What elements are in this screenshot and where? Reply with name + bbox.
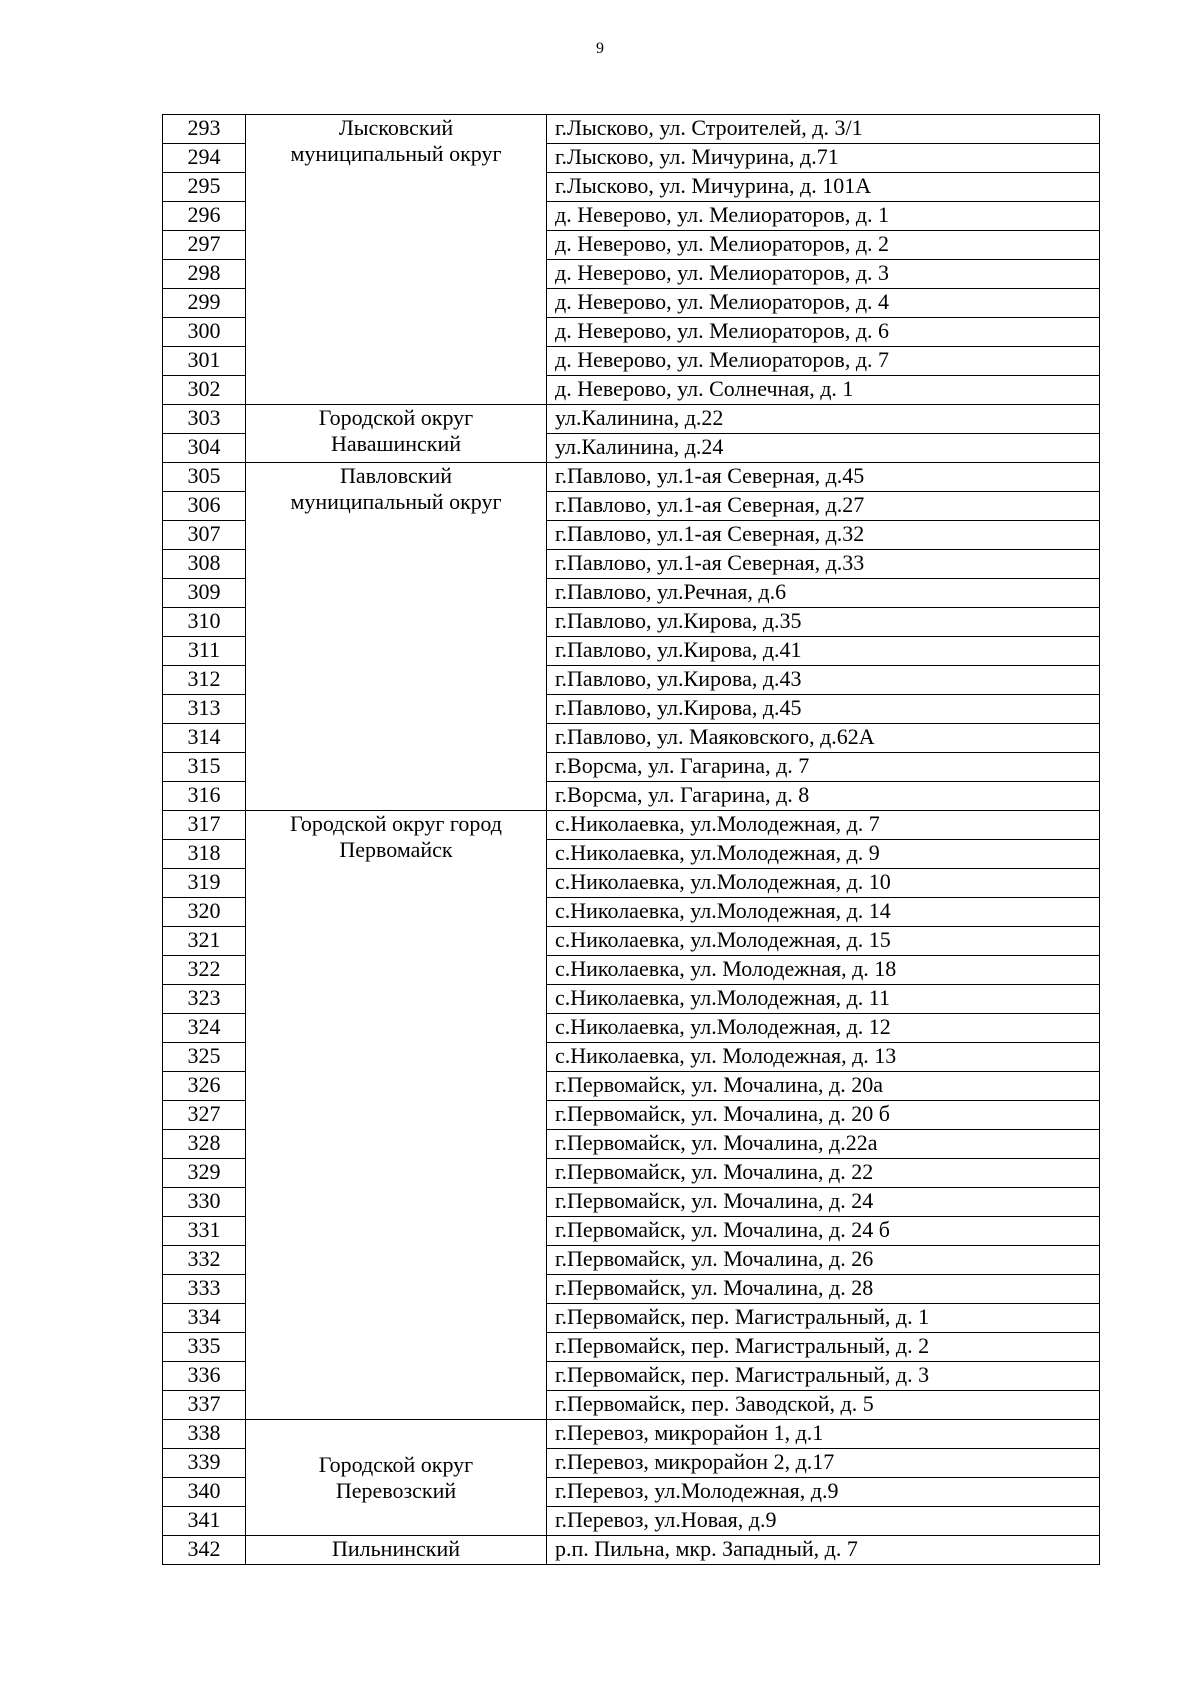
row-number: 310 <box>163 608 246 637</box>
address-table <box>162 114 1100 1565</box>
address-cell: г.Первомайск, ул. Мочалина, д. 20а <box>547 1072 1100 1101</box>
row-number: 330 <box>163 1188 246 1217</box>
table-row <box>163 463 1100 492</box>
address-cell: г.Лысково, ул. Строителей, д. 3/1 <box>547 115 1100 144</box>
address-cell: г.Павлово, ул.Кирова, д.41 <box>547 637 1100 666</box>
page-number: 9 <box>596 40 604 57</box>
row-number: 300 <box>163 318 246 347</box>
row-number: 306 <box>163 492 246 521</box>
address-cell: г.Перевоз, ул.Новая, д.9 <box>547 1507 1100 1536</box>
row-number: 303 <box>163 405 246 434</box>
row-number: 309 <box>163 579 246 608</box>
row-number: 331 <box>163 1217 246 1246</box>
address-cell: д. Неверово, ул. Мелиораторов, д. 3 <box>547 260 1100 289</box>
address-cell: г.Первомайск, ул. Мочалина, д. 24 б <box>547 1217 1100 1246</box>
row-number: 324 <box>163 1014 246 1043</box>
address-cell: г.Павлово, ул.1-ая Северная, д.27 <box>547 492 1100 521</box>
address-cell: с.Николаевка, ул.Молодежная, д. 9 <box>547 840 1100 869</box>
address-cell: г.Павлово, ул.1-ая Северная, д.45 <box>547 463 1100 492</box>
address-cell: д. Неверово, ул. Мелиораторов, д. 7 <box>547 347 1100 376</box>
address-table-body <box>163 115 1100 1565</box>
row-number: 323 <box>163 985 246 1014</box>
row-number: 320 <box>163 898 246 927</box>
address-cell: с.Николаевка, ул. Молодежная, д. 18 <box>547 956 1100 985</box>
row-number: 307 <box>163 521 246 550</box>
address-cell: г.Павлово, ул.Речная, д.6 <box>547 579 1100 608</box>
address-cell: г.Лысково, ул. Мичурина, д. 101А <box>547 173 1100 202</box>
address-cell: с.Николаевка, ул.Молодежная, д. 10 <box>547 869 1100 898</box>
row-number: 299 <box>163 289 246 318</box>
row-number: 333 <box>163 1275 246 1304</box>
address-cell: г.Первомайск, ул. Мочалина, д. 24 <box>547 1188 1100 1217</box>
row-number: 340 <box>163 1478 246 1507</box>
district-name-line: Городской округ <box>318 405 474 430</box>
row-number: 322 <box>163 956 246 985</box>
address-cell: с.Николаевка, ул.Молодежная, д. 12 <box>547 1014 1100 1043</box>
row-number: 298 <box>163 260 246 289</box>
row-number: 311 <box>163 637 246 666</box>
address-cell: г.Павлово, ул.Кирова, д.45 <box>547 695 1100 724</box>
row-number: 338 <box>163 1420 246 1449</box>
row-number: 313 <box>163 695 246 724</box>
district-cell <box>246 811 547 1420</box>
address-cell: д. Неверово, ул. Мелиораторов, д. 1 <box>547 202 1100 231</box>
row-number: 337 <box>163 1391 246 1420</box>
table-row <box>163 405 1100 434</box>
address-cell: г.Ворсма, ул. Гагарина, д. 8 <box>547 782 1100 811</box>
row-number: 329 <box>163 1159 246 1188</box>
row-number: 336 <box>163 1362 246 1391</box>
row-number: 342 <box>163 1536 246 1565</box>
row-number: 327 <box>163 1101 246 1130</box>
row-number: 315 <box>163 753 246 782</box>
address-cell: с.Николаевка, ул.Молодежная, д. 11 <box>547 985 1100 1014</box>
address-cell: д. Неверово, ул. Мелиораторов, д. 2 <box>547 231 1100 260</box>
district-name-line: муниципальный округ <box>290 489 502 514</box>
address-cell: г.Павлово, ул.Кирова, д.43 <box>547 666 1100 695</box>
row-number: 302 <box>163 376 246 405</box>
district-name-line: Пильнинский <box>332 1536 460 1561</box>
row-number: 321 <box>163 927 246 956</box>
address-cell: р.п. Пильна, мкр. Западный, д. 7 <box>547 1536 1100 1565</box>
address-cell: г.Первомайск, пер. Заводской, д. 5 <box>547 1391 1100 1420</box>
row-number: 328 <box>163 1130 246 1159</box>
address-cell: с.Николаевка, ул.Молодежная, д. 14 <box>547 898 1100 927</box>
table-row <box>163 1420 1100 1449</box>
address-cell: д. Неверово, ул. Мелиораторов, д. 6 <box>547 318 1100 347</box>
address-cell: г.Первомайск, ул. Мочалина, д. 26 <box>547 1246 1100 1275</box>
address-cell: г.Ворсма, ул. Гагарина, д. 7 <box>547 753 1100 782</box>
row-number: 341 <box>163 1507 246 1536</box>
address-cell: г.Первомайск, ул. Мочалина, д. 28 <box>547 1275 1100 1304</box>
district-name-line: Лысковский <box>338 115 454 140</box>
address-cell: г.Лысково, ул. Мичурина, д.71 <box>547 144 1100 173</box>
address-cell: г.Первомайск, пер. Магистральный, д. 1 <box>547 1304 1100 1333</box>
district-cell <box>246 463 547 811</box>
district-name-line: муниципальный округ <box>290 141 502 166</box>
address-cell: д. Неверово, ул. Солнечная, д. 1 <box>547 376 1100 405</box>
address-cell: г.Первомайск, ул. Мочалина, д. 20 б <box>547 1101 1100 1130</box>
address-cell: д. Неверово, ул. Мелиораторов, д. 4 <box>547 289 1100 318</box>
district-name-line: Городской округ город <box>290 811 502 836</box>
row-number: 318 <box>163 840 246 869</box>
address-cell: г.Павлово, ул.Кирова, д.35 <box>547 608 1100 637</box>
table-row <box>163 811 1100 840</box>
row-number: 326 <box>163 1072 246 1101</box>
district-name-line: Перевозский <box>335 1477 457 1503</box>
row-number: 316 <box>163 782 246 811</box>
district-cell <box>246 405 547 463</box>
row-number: 314 <box>163 724 246 753</box>
address-cell: г.Перевоз, микрорайон 2, д.17 <box>547 1449 1100 1478</box>
row-number: 317 <box>163 811 246 840</box>
address-cell: г.Первомайск, пер. Магистральный, д. 2 <box>547 1333 1100 1362</box>
district-cell <box>246 1536 547 1565</box>
district-cell <box>246 115 547 405</box>
address-cell: г.Перевоз, ул.Молодежная, д.9 <box>547 1478 1100 1507</box>
district-name-line: Навашинский <box>330 431 461 456</box>
address-cell: г.Павлово, ул. Маяковского, д.62А <box>547 724 1100 753</box>
row-number: 335 <box>163 1333 246 1362</box>
row-number: 325 <box>163 1043 246 1072</box>
row-number: 294 <box>163 144 246 173</box>
row-number: 334 <box>163 1304 246 1333</box>
address-cell: г.Павлово, ул.1-ая Северная, д.32 <box>547 521 1100 550</box>
row-number: 319 <box>163 869 246 898</box>
address-cell: г.Павлово, ул.1-ая Северная, д.33 <box>547 550 1100 579</box>
row-number: 295 <box>163 173 246 202</box>
district-name-line: Павловский <box>340 463 452 488</box>
district-cell <box>246 1420 547 1536</box>
row-number: 305 <box>163 463 246 492</box>
address-cell: ул.Калинина, д.24 <box>547 434 1100 463</box>
row-number: 296 <box>163 202 246 231</box>
address-cell: с.Николаевка, ул.Молодежная, д. 15 <box>547 927 1100 956</box>
address-cell: г.Первомайск, ул. Мочалина, д.22а <box>547 1130 1100 1159</box>
table-row <box>163 1536 1100 1565</box>
district-name-line: Городской округ <box>318 1451 474 1477</box>
address-cell: г.Перевоз, микрорайон 1, д.1 <box>547 1420 1100 1449</box>
row-number: 293 <box>163 115 246 144</box>
row-number: 308 <box>163 550 246 579</box>
row-number: 297 <box>163 231 246 260</box>
district-name-line: Первомайск <box>339 837 453 862</box>
row-number: 304 <box>163 434 246 463</box>
row-number: 332 <box>163 1246 246 1275</box>
address-cell: г.Первомайск, ул. Мочалина, д. 22 <box>547 1159 1100 1188</box>
address-cell: с.Николаевка, ул.Молодежная, д. 7 <box>547 811 1100 840</box>
address-cell: ул.Калинина, д.22 <box>547 405 1100 434</box>
table-row <box>163 115 1100 144</box>
address-cell: г.Первомайск, пер. Магистральный, д. 3 <box>547 1362 1100 1391</box>
row-number: 339 <box>163 1449 246 1478</box>
address-cell: с.Николаевка, ул. Молодежная, д. 13 <box>547 1043 1100 1072</box>
row-number: 301 <box>163 347 246 376</box>
row-number: 312 <box>163 666 246 695</box>
